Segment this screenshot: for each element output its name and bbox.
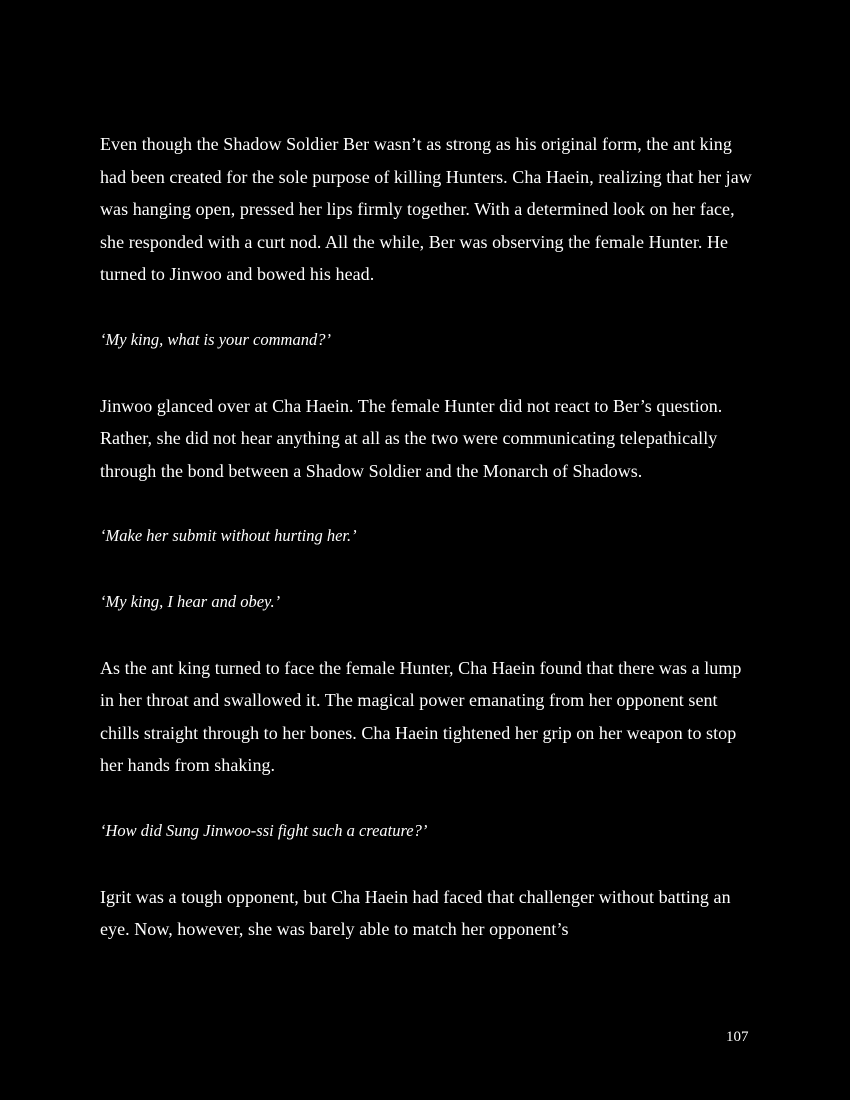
thought-line-2: ‘Make her submit without hurting her.’ <box>100 526 357 546</box>
paragraph-3: As the ant king turned to face the female Hunter, Cha Haein found that there was a lump in her throat and swallowed it. The magical power emanating from her opponent sent chills straight through to her bones. Cha Haein tightened her grip on her weapon to stop her hands from shaking. <box>100 657 742 776</box>
paragraph-gap <box>100 848 760 881</box>
paragraph-gap <box>100 553 760 586</box>
page-body <box>100 128 760 946</box>
paragraph-gap <box>100 619 760 652</box>
paragraph-gap <box>100 291 760 324</box>
thought-line-3: ‘My king, I hear and obey.’ <box>100 591 281 611</box>
paragraph-gap <box>100 487 760 520</box>
paragraph-gap <box>100 782 760 815</box>
paragraph-2: Jinwoo glanced over at Cha Haein. The female Hunter did not react to Ber’s question. Rather, she did not hear anything at all as the two were communicating telepathically through the bond between a Shadow Soldier and the Monarch of Shadows. <box>100 395 723 481</box>
page-number: 107 <box>726 1029 749 1045</box>
paragraph-4: Igrit was a tough opponent, but Cha Haein had faced that challenger without batting an eye. Now, however, she was barely able to match her opponent’s <box>100 886 731 940</box>
paragraph-gap <box>100 357 760 390</box>
thought-line-4: ‘How did Sung Jinwoo-ssi fight such a creature?’ <box>100 820 428 840</box>
thought-line-1: ‘My king, what is your command?’ <box>100 329 331 349</box>
paragraph-1: Even though the Shadow Soldier Ber wasn’t as strong as his original form, the ant king had been created for the sole purpose of killing Hunters. Cha Haein, realizing that her jaw was hanging open, pressed her lips firmly together. With a determined look on her face, she responded with a curt nod. All the while, Ber was observing the female Hunter. He turned to Jinwoo and bowed his head. <box>100 134 752 285</box>
